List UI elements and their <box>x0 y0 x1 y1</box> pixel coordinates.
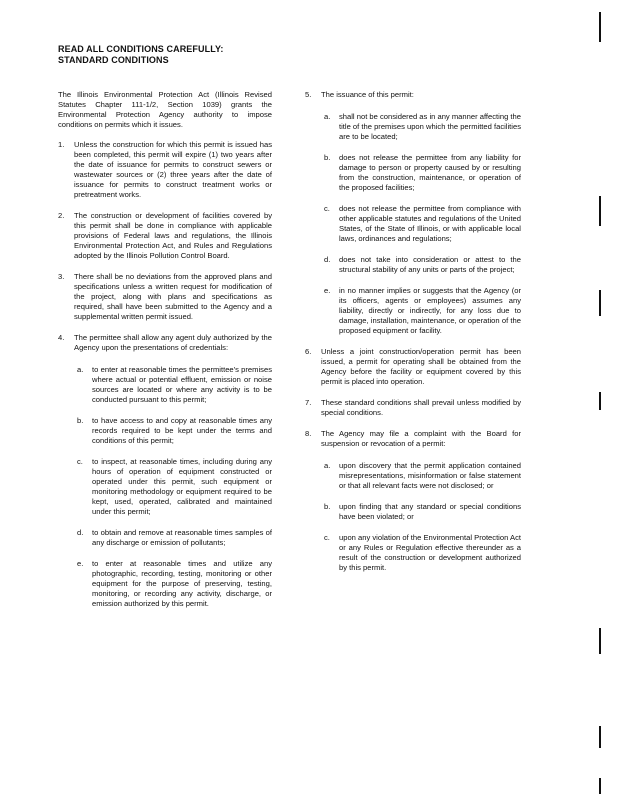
condition-5 <box>305 90 521 336</box>
subitem-text: upon finding that any standard or special conditions have been violated; or <box>339 502 521 521</box>
condition-text: Unless a joint construction/operation permit has been issued, a permit for operating shall be obtained from the Agency before the facility or equipment covered by this permit is placed into operation. <box>321 347 521 386</box>
condition-number: 2. <box>58 211 65 220</box>
condition-8c <box>321 533 521 573</box>
subitem-text: upon discovery that the permit application contained misrepresentations, misinformation or false statement or that all relevant facts were not disclosed; or <box>339 461 521 490</box>
subitem-text: does not release the permittee from any liability for damage to person or property caused by or resulting from the construction, maintenance, or operation of the proposed facilities; <box>339 153 521 192</box>
condition-4 <box>58 333 272 609</box>
condition-text: There shall be no deviations from the approved plans and specifications unless a written request for modification of the project, along with plans and specifications as required, shall have been submitted to the Agency and a supplemental written permit issued. <box>74 272 272 321</box>
subitem-text: shall not be considered as in any manner affecting the title of the premises upon which the permitted facilities are to be located; <box>339 112 521 141</box>
subitem-letter: b. <box>324 153 331 162</box>
title-line-2: STANDARD CONDITIONS <box>58 55 169 65</box>
condition-number: 8. <box>305 429 312 438</box>
condition-4e <box>74 559 272 609</box>
subitem-letter: b. <box>324 502 331 511</box>
condition-number: 6. <box>305 347 312 356</box>
condition-5e <box>321 286 521 336</box>
scan-mark <box>599 628 601 654</box>
subitem-letter: a. <box>324 461 331 470</box>
condition-text: The Agency may file a complaint with the Board for suspension or revocation of a permit: <box>321 429 521 448</box>
scan-mark <box>599 778 601 794</box>
subitem-text: to enter at reasonable times the permittee's premises where actual or potential effluent, emission or noise sources are located or where any activity is to be conducted pursuant to this permit; <box>92 365 272 404</box>
subitem-text: to inspect, at reasonable times, including during any hours of operation of equipment constructed or operated under this permit, such equipment or monitoring methodology or equipment required to be kept, used, operated, calibrated and maintained under this permit; <box>92 457 272 516</box>
condition-8a <box>321 461 521 491</box>
subitem-text: upon any violation of the Environmental Protection Act or any Rules or Regulation effective thereunder as a result of the construction or development authorized by this permit. <box>339 533 521 572</box>
condition-4a <box>74 365 272 405</box>
condition-4c <box>74 457 272 517</box>
condition-6 <box>305 347 521 387</box>
condition-number: 1. <box>58 140 65 149</box>
subitem-text: does not release the permittee from compliance with other applicable statutes and regulations of the United States, of the State of Illinois, or with applicable local laws, ordinances and regulations; <box>339 204 521 243</box>
subitem-text: to obtain and remove at reasonable times samples of any discharge or emission of pollutants; <box>92 528 272 547</box>
condition-text: The construction or development of facilities covered by this permit shall be done in compliance with applicable provisions of Federal laws and regulations, the Illinois Environmental Protection Act, and Rules and Regulations adopted by the Illinois Pollution Control Board. <box>74 211 272 260</box>
intro-paragraph: The Illinois Environmental Protection Act (Illinois Revised Statutes Chapter 111-1/2, Section 1039) grants the Environmental Protection Agency authority to impose conditions on permits which it issues. <box>58 90 272 129</box>
condition-8-subitems <box>321 461 521 573</box>
condition-1 <box>58 140 272 200</box>
title-line-1: READ ALL CONDITIONS CAREFULLY: <box>58 44 224 54</box>
page-title <box>58 44 224 66</box>
condition-4b <box>74 416 272 446</box>
subitem-letter: a. <box>324 112 331 121</box>
condition-8b <box>321 502 521 522</box>
condition-number: 7. <box>305 398 312 407</box>
condition-5b <box>321 153 521 193</box>
condition-text: The issuance of this permit: <box>321 90 414 99</box>
condition-number: 5. <box>305 90 312 99</box>
condition-number: 4. <box>58 333 65 342</box>
subitem-text: to enter at reasonable times and utilize any photographic, recording, testing, monitoring or other equipment for the purpose of preserving, testing, monitoring, or recording any activity, discharge, or emission authorized by this permit. <box>92 559 272 608</box>
scan-mark <box>599 290 601 316</box>
scan-mark <box>599 12 601 42</box>
condition-3 <box>58 272 272 322</box>
condition-4-subitems <box>74 365 272 609</box>
condition-text: Unless the construction for which this permit is issued has been completed, this permit will expire (1) two years after the date of issuance for permits to construct sewers or wastewater sources or (2) three years after the date of issuance for permits to construct treatment works or pretreatment works. <box>74 140 272 199</box>
condition-text: These standard conditions shall prevail unless modified by special conditions. <box>321 398 521 417</box>
subitem-letter: b. <box>77 416 84 425</box>
subitem-letter: e. <box>324 286 331 295</box>
subitem-letter: c. <box>77 457 83 466</box>
subitem-text: does not take into consideration or attest to the structural stability of any units or parts of the project; <box>339 255 521 274</box>
condition-4d <box>74 528 272 548</box>
condition-text: The permittee shall allow any agent duly authorized by the Agency upon the presentations of credentials: <box>74 333 272 352</box>
condition-number: 3. <box>58 272 65 281</box>
condition-2 <box>58 211 272 261</box>
subitem-letter: a. <box>77 365 84 374</box>
condition-5d <box>321 255 521 275</box>
condition-5a <box>321 112 521 142</box>
subitem-letter: c. <box>324 204 330 213</box>
condition-7 <box>305 398 521 418</box>
subitem-letter: d. <box>324 255 331 264</box>
subitem-letter: c. <box>324 533 330 542</box>
subitem-text: in no manner implies or suggests that the Agency (or its officers, agents or employees) assumes any liability, directly or indirectly, for any loss due to damage, installation, maintenance, or operation of the proposed equipment or facility. <box>339 286 521 335</box>
subitem-letter: e. <box>77 559 84 568</box>
scan-mark <box>599 196 601 226</box>
condition-5c <box>321 204 521 244</box>
subitem-text: to have access to and copy at reasonable times any records required to be kept under the terms and conditions of this permit; <box>92 416 272 445</box>
condition-5-subitems <box>321 112 521 336</box>
left-column <box>58 90 272 620</box>
condition-8 <box>305 429 521 573</box>
right-column <box>305 90 521 584</box>
scan-mark <box>599 726 601 748</box>
subitem-letter: d. <box>77 528 84 537</box>
scan-mark <box>599 392 601 410</box>
